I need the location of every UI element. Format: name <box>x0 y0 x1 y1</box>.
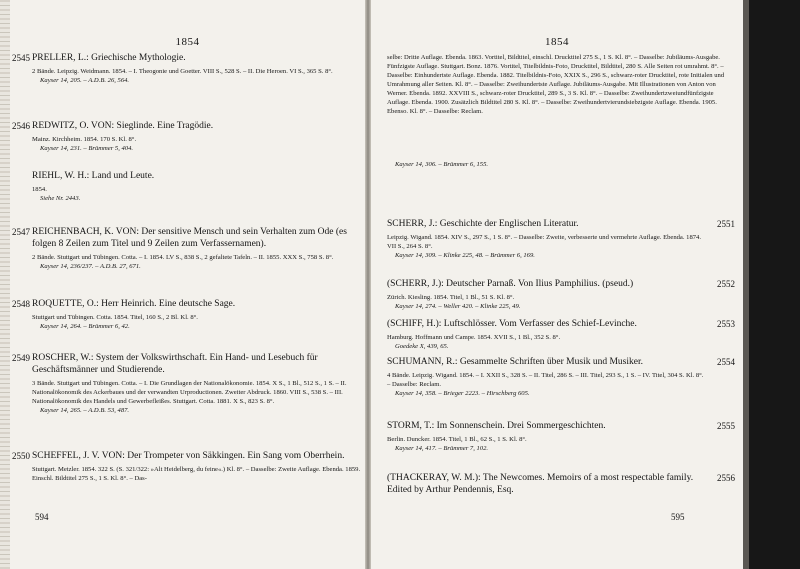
entry-author: REICHENBACH, K. VON: <box>32 227 139 237</box>
entry-number: 2548 <box>12 299 30 309</box>
running-head-year-right: 1854 <box>545 36 569 48</box>
page-edge-strip <box>743 0 749 569</box>
entry-author: SCHERR, J.: <box>387 219 438 229</box>
entry-title: Gesammelte Schriften über Musik und Musiker. <box>457 357 643 367</box>
entry-heading <box>32 352 362 376</box>
entry-heading <box>387 318 705 330</box>
entry-details: 3 Bände. Stuttgart und Tübingen. Cotta. – I. Die Grundlagen der Nationalökonomie. 1854. X S., 1 Bl., 512 S., 1 S. – II. Nationalökonomik des Ackerbaues und der verwandten Urproductionen. Zweiter Abdruck. 1860. VIII S., 538 S. – III. Nationalökonomik des Handels und Gewerbefleißes. Stuttgart. Cotta. 1881. X S., 823 S. 8°. <box>32 380 347 405</box>
bibliography-entry <box>12 450 362 483</box>
entry-reference: Kayser 14, 358. – Brieger 2223. – Hirschberg 605. <box>395 390 530 397</box>
entry-details: 1854. <box>32 186 47 193</box>
entry-number: 2545 <box>12 53 30 63</box>
entry-heading <box>387 356 705 368</box>
entry-author: SCHUMANN, R.: <box>387 357 458 367</box>
entry-number: 2547 <box>12 227 30 237</box>
page-number: 594 <box>35 512 49 522</box>
page-number-right: 595 <box>671 512 685 522</box>
entry-heading <box>387 420 705 432</box>
bibliography-entry <box>387 472 735 496</box>
continuation-text: selbe: Dritte Auflage. Ebenda. 1863. Vortitel, Bildtitel, einschl. Drucktitel 275 S., 1 S. Kl. 8°. – Dasselbe: Jubiläums-Ausgabe. Fünfzigste Auflage. Stuttgart. Bonz. 1876. Vortitel, Titelbildnis-Foto, Drucktitel, Bildtitel, 280 S. Alle Seiten rot umrahmt. 8°. – Dasselbe: Einhundertste Auflage. Ebenda. 1882. Titelbildnis-Foto, XXIX S., 296 S., schwarz-roter Drucktitel, rote Initialen und Umrahmung aller Seiten. Kl. 8°. – Dasselbe: Zweihundertste Auflage. Jubiläums-Ausgabe. Mit Illustrationen von Anton von Werner. Ebenda. 1892. XXVIII S., schwarz-roter Drucktitel, 289 S., 3 S. Kl. 8°. – Dasselbe: Zweihundertzweiundfünfzigste Auflage. Ebenda. 1900. Zusätzlich Bildtitel 280 S. Kl. 8°. – Dasselbe: Zweihundertvierundsiebzigste Auflage. Ebenda. 1905. Ebenso. Kl. 8°. – Dasselbe: Reclam. <box>387 54 725 115</box>
running-head-year: 1854 <box>175 36 200 48</box>
entry-heading <box>387 218 705 230</box>
entry-reference: Siehe Nr. 2443. <box>40 195 81 202</box>
entry-reference: Kayser 14, 274. – Weller 420. – Klinke 225, 49. <box>395 303 521 310</box>
right-page <box>371 0 743 569</box>
entry-number: 2552 <box>717 279 735 289</box>
continuation-reference: Kayser 14, 306. – Brümmer 6, 155. <box>395 161 489 168</box>
entry-author: SCHEFFEL, J. V. VON: <box>32 451 125 461</box>
entry-heading <box>32 120 352 132</box>
entry-author: REDWITZ, O. VON: <box>32 121 115 131</box>
entry-number: 2551 <box>717 219 735 229</box>
entry-title: Deutscher Parnaß. Von Ilius Pamphilius. (pseud.) <box>443 279 634 289</box>
entry-title: The Newcomes. Memoirs of a most respectable family. Edited by Arthur Pendennis, Esq. <box>387 473 694 495</box>
entry-reference: Kayser 14, 236/237. – A.D.B. 27, 671. <box>40 263 141 270</box>
entry-reference: Kayser 14, 265. – A.D.B. 53, 487. <box>40 407 130 414</box>
entry-title: Geschichte der Englischen Literatur. <box>437 219 579 229</box>
bibliography-entry <box>12 352 362 415</box>
entry-details: Berlin. Duncker. 1854. Titel, 1 Bl., 62 S., 1 S. Kl. 8°. <box>387 436 527 443</box>
entry-title: Im Sonnenschein. Drei Sommergeschichten. <box>434 421 606 431</box>
entry-reference: Kayser 14, 309. – Klinke 225, 48. – Brümmer 6, 169. <box>395 252 535 259</box>
bibliography-entry <box>387 318 735 351</box>
entry-details: Mainz. Kirchheim. 1854. 170 S. Kl. 8°. <box>32 136 137 143</box>
left-page <box>10 0 365 569</box>
entry-number: 2546 <box>12 121 30 131</box>
entry-heading <box>32 52 352 64</box>
entry-title: System der Volkswirthschaft. Ein Hand- und Lesebuch für Geschäftsmänner und Studierende. <box>32 353 318 375</box>
bibliography-entry <box>32 170 352 203</box>
bibliography-entry <box>387 218 735 260</box>
entry-reference: Kayser 14, 231. – Brümmer 5, 404. <box>40 145 134 152</box>
entry-author: RIEHL, W. H.: <box>32 171 90 181</box>
entry-heading <box>387 472 705 496</box>
entry-reference: Kayser 14, 417. – Brümmer 7, 102. <box>395 445 489 452</box>
entry-author: ROSCHER, W.: <box>32 353 94 363</box>
entry-title: Land und Leute. <box>89 171 155 181</box>
entry-heading <box>32 226 362 250</box>
entry-reference: Kayser 14, 205. – A.D.B. 26, 564. <box>40 77 130 84</box>
entry-heading <box>32 450 362 462</box>
entry-number: 2554 <box>717 357 735 367</box>
entry-number: 2553 <box>717 319 735 329</box>
bibliography-entry <box>12 52 352 85</box>
entry-details: Zürich. Kiesling. 1854. Titel, 1 Bl., 51 S. Kl. 8°. <box>387 294 515 301</box>
scan-edge-dark <box>743 0 800 569</box>
bibliography-entry <box>387 420 735 453</box>
entry-author: (SCHIFF, H.): <box>387 319 442 329</box>
entry-reference: Kayser 14, 264. – Brümmer 6, 42. <box>40 323 130 330</box>
bibliography-entry <box>387 278 735 311</box>
entry-heading <box>32 170 352 182</box>
entry-author: ROQUETTE, O.: <box>32 299 99 309</box>
entry-heading <box>387 278 705 290</box>
entry-author: (SCHERR, J.): <box>387 279 444 289</box>
entry-details: Stuttgart und Tübingen. Cotta. 1854. Titel, 160 S., 2 Bl. Kl. 8°. <box>32 314 198 321</box>
entry-heading <box>32 298 352 310</box>
bibliography-entry <box>12 226 362 271</box>
entry-title: Griechische Mythologie. <box>88 53 186 63</box>
entry-author: STORM, T.: <box>387 421 435 431</box>
entry-number: 2555 <box>717 421 735 431</box>
entry-number: 2556 <box>717 473 735 483</box>
entry-title: Der sensitive Mensch und sein Verhalten zum Ode (es folgen 8 Zeilen zum Titel und 9 Zeilen zum Verfassernamen). <box>32 227 347 249</box>
bibliography-entry <box>12 298 352 331</box>
entry-details: 2 Bände. Leipzig. Weidmann. 1854. – I. Theogonie und Goetter. VIII S., 528 S. – II. Die Heroen. VI S., 365 S. 8°. <box>32 68 333 75</box>
entry-details: Leipzig. Wigand. 1854. XIV S., 297 S., 1 S. 8°. – Dasselbe: Zweite, verbesserte und vermehrte Auflage. Ebenda. 1874. VII S., 264 S. 8°. <box>387 234 701 250</box>
entry-reference: Goedeke X, 439, 65. <box>395 343 449 350</box>
entry-title: Sieglinde. Eine Tragödie. <box>114 121 214 131</box>
bibliography-entry <box>12 120 352 153</box>
entry-details: 4 Bände. Leipzig. Wigand. 1854. – I. XXII S., 328 S. – II. Titel, 286 S. – III. Titel, 293 S., 1 S. – IV. Titel, 304 S. Kl. 8°. – Dasselbe: Reclam. <box>387 372 704 388</box>
entry-details: 2 Bände. Stuttgart und Tübingen. Cotta. – I. 1854. LV S., 838 S., 2 gefaltete Tafeln. – II. 1855. XXX S., 758 S. 8°. <box>32 254 334 261</box>
entry-number: 2549 <box>12 353 30 363</box>
entry-title: Luftschlösser. Vom Verfasser des Schief-Levinche. <box>441 319 637 329</box>
entry-details: Stuttgart. Metzler. 1854. 322 S. (S. 321/322: »Alt Heidelberg, du feine«.) Kl. 8°. – Dasselbe: Zweite Auflage. Ebenda. 1859. Einschl. Bildtitel 275 S., 1 S. Kl. 8°. – Das- <box>32 466 361 482</box>
entry-author: PRELLER, L.: <box>32 53 89 63</box>
entry-details: Hamburg. Hoffmann und Campe. 1854. XVII S., 1 Bl., 352 S. 8°. <box>387 334 561 341</box>
bibliography-entry <box>387 356 735 398</box>
entry-author: (THACKERAY, W. M.): <box>387 473 481 483</box>
entry-number: 2550 <box>12 451 30 461</box>
scan-border-left <box>0 0 10 569</box>
entry-title: Der Trompeter von Säkkingen. Ein Sang vom Oberrhein. <box>124 451 345 461</box>
entry-title: Herr Heinrich. Eine deutsche Sage. <box>98 299 236 309</box>
